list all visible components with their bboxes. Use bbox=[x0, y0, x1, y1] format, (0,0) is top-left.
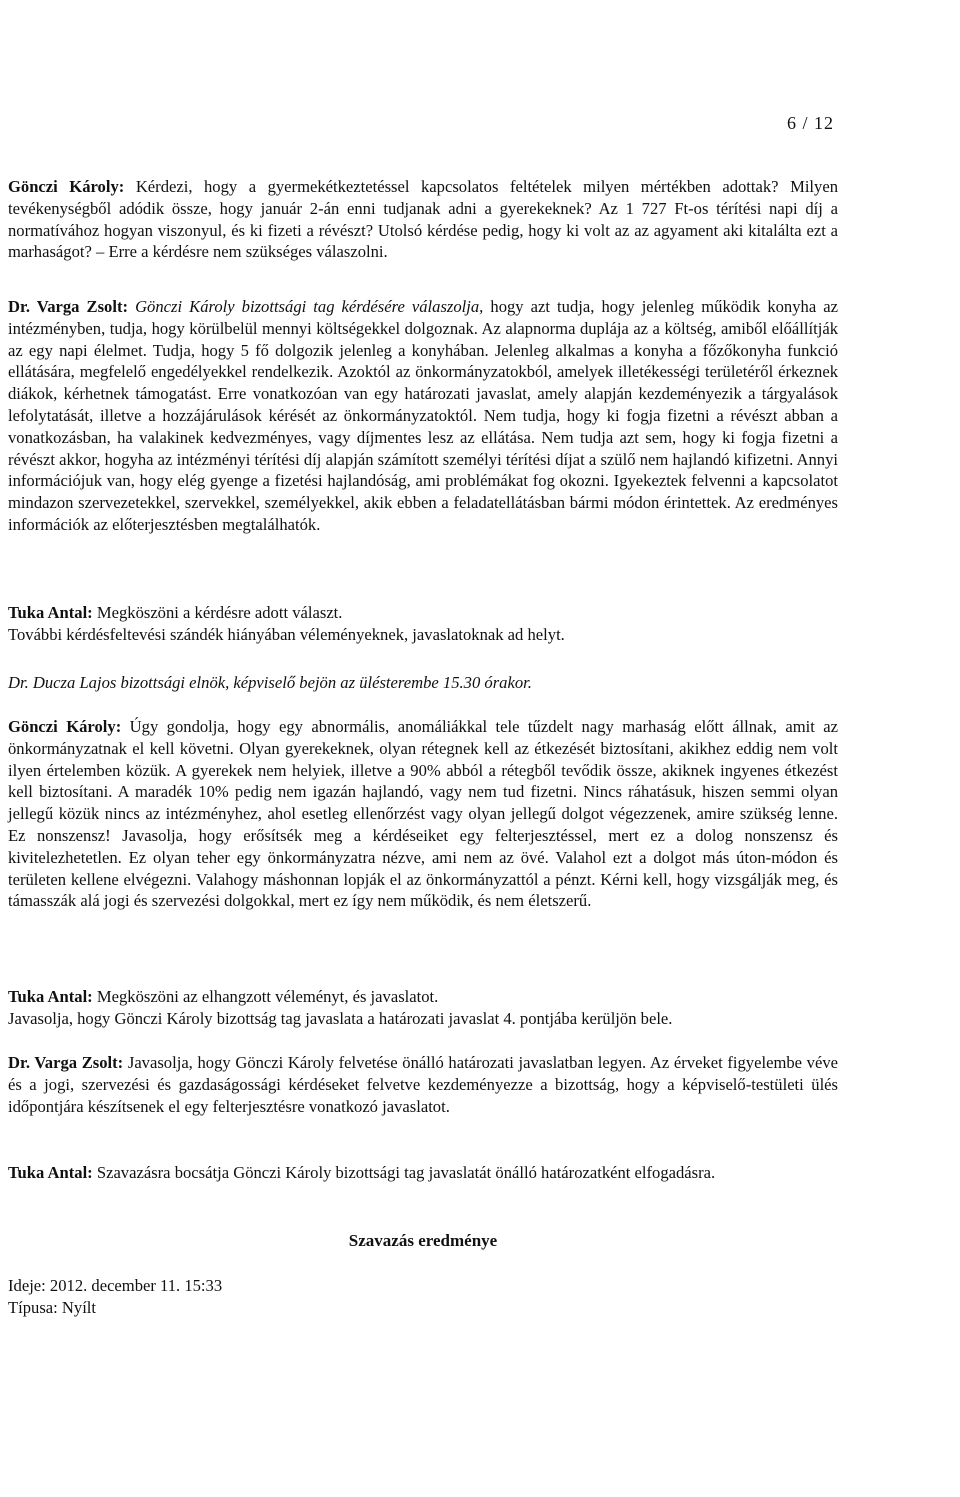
vote-time: Ideje: 2012. december 11. 15:33 bbox=[8, 1276, 223, 1295]
paragraph-tuka-2 bbox=[8, 986, 838, 1030]
paragraph-text: Szavazásra bocsátja Gönczi Károly bizottsági tag javaslatát önálló határozatként elfogadásra. bbox=[92, 1163, 716, 1182]
speaker-name: Gönczi Károly: bbox=[8, 717, 122, 736]
vote-info bbox=[8, 1275, 838, 1319]
page-number: 6 / 12 bbox=[787, 113, 835, 133]
paragraph-tuka-1 bbox=[8, 602, 838, 646]
paragraph-varga-1 bbox=[8, 296, 838, 536]
paragraph-tuka-3 bbox=[8, 1162, 838, 1184]
speaker-name: Tuka Antal: bbox=[8, 987, 93, 1006]
paragraph-text: Javasolja, hogy Gönczi Károly bizottság tag javaslata a határozati javaslat 4. pontjába kerüljön bele. bbox=[8, 1008, 673, 1028]
note-ducza: Dr. Ducza Lajos bizottsági elnök, képviselő bejön az ülésterembe 15.30 órakor. bbox=[8, 673, 532, 692]
paragraph-gonczi-1 bbox=[8, 176, 838, 263]
speaker-name: Dr. Varga Zsolt: bbox=[8, 1053, 124, 1072]
paragraph-italic-text: Gönczi Károly bizottsági tag kérdésére válaszolja, bbox=[128, 297, 484, 316]
paragraph-gonczi-2 bbox=[8, 716, 838, 912]
vote-result-title: Szavazás eredménye bbox=[348, 1231, 498, 1250]
paragraph-text: hogy azt tudja, hogy jelenleg működik konyha az intézményben, tudja, hogy körülbelül mennyi költségekkel dolgoznak. Az alapnorma duplája az a költség, amiből előállítják az egy napi élelmet. Tudja, hogy 5 fő dolgozik jelenleg a konyhában. Jelenleg alkalmas a konyha a főzőkonyha funkció ellátására, megfelelő engedélyekkel rendelkezik. Azoktól az önkormányzatokból, amelyek illetékességi területéről érkeznek diákok, kérhetnek támogatást. Erre vonatkozóan van egy határozati javaslat, amely alapján kezdeményezik a tárgyalások lefolytatását, illetve a hozzájárulások kérését az önkormányzatoktól. Nem tudja, hogy ki fogja fizetni a révészt abban a vonatkozásban, ha valakinek kedvezményes, vagy díjmentes lesz az ellátása. Nem tudja azt sem, hogy ki fogja fizetni a révészt akkor, hogyha az intézményi térítési díj alapján számított személyi térítési díjat a szülő nem hajlandó kifizetni. Annyi információjuk van, hogy elég gyenge a fizetési hajlandóság, ami problémákat fog okozni. Igyekeztek felvenni a kapcsolatot mindazon szervezetekkel, szervekkel, személyekkel, akik ebben a feladatellátásban bármi módon érintettek. Az eredményes információk az előterjesztésben megtalálhatók. bbox=[8, 297, 838, 534]
speaker-name: Tuka Antal: bbox=[8, 1163, 93, 1182]
speaker-name: Tuka Antal: bbox=[8, 603, 93, 622]
paragraph-text: Úgy gondolja, hogy egy abnormális, anomáliákkal tele tűzdelt nagy marhaság előtt állnak, amit az önkormányzatnak el kell követni. Olyan gyerekeknek, olyan rétegnek kell az étkezését biztosítani, akikhez eddig nem volt ilyen értelemben közük. A gyerekek nem helyiek, illetve a 90% abból a rétegből tevődik össze, akiknek ingyenes étkezést kell biztosítani. A maradék 10% pedig nem igazán hajlandó, vagy nem tud fizetni. Nincs ráhatásuk, hiszen semmi olyan jellegű közük nincs az intézményhez, ahol esetleg ellenőrzést vagy olyan jellegű dolgot végezzenek, amire szükség lenne. Ez nonszensz! Javasolja, hogy erősítsék meg a kérdéseiket egy felterjesztéssel, mert ez a dolog nonszensz és kivitelezhetetlen. Ez olyan teher egy önkormányzatra nézve, ami nem az övé. Valahol ezt a dolgot más úton-módon és területen kellene elvégezni. Valahogy máshonnan lopják el az önkormányzattól a pénzt. Kérni kell, hogy vizsgálják meg, és támasszák alá jogi és szervezési dolgokkal, mert ez így nem működik, és nem életszerű. bbox=[8, 717, 838, 911]
paragraph-text: Kérdezi, hogy a gyermekétkeztetéssel kapcsolatos feltételek milyen mértékben adottak? Milyen tevékenységből adódik össze, hogy január 2-án enni tudjanak adni a gyerekeknek? Az 1 727 Ft-os térítési napi díj a normatívához hogyan viszonyul, és ki fizeti a révészt? Utolsó kérdése pedig, hogy ki volt az az agyament aki kitalálta ezt a marhaságot? – Erre a kérdésre nem szükséges válaszolni. bbox=[8, 177, 838, 262]
paragraph-text: Megköszöni a kérdésre adott választ. bbox=[92, 603, 343, 622]
paragraph-text: Javasolja, hogy Gönczi Károly felvetése önálló határozati javaslatban legyen. Az érveket figyelembe véve és a jogi, szervezési és gazdaságossági kérdéseket felvetve kezdeményezze a bizottság, hogy a képviselő-testületi ülés időpontjára készítsenek el egy felterjesztésre vonatkozó javaslatot. bbox=[8, 1053, 839, 1116]
speaker-name: Gönczi Károly: bbox=[8, 177, 125, 196]
vote-type: Típusa: Nyílt bbox=[8, 1297, 97, 1317]
paragraph-varga-2 bbox=[8, 1052, 838, 1117]
paragraph-text: Megköszöni az elhangzott véleményt, és javaslatot. bbox=[92, 987, 439, 1006]
speaker-name: Dr. Varga Zsolt: bbox=[8, 297, 128, 316]
paragraph-text: További kérdésfeltevési szándék hiányában véleményeknek, javaslatoknak ad helyt. bbox=[8, 624, 565, 644]
